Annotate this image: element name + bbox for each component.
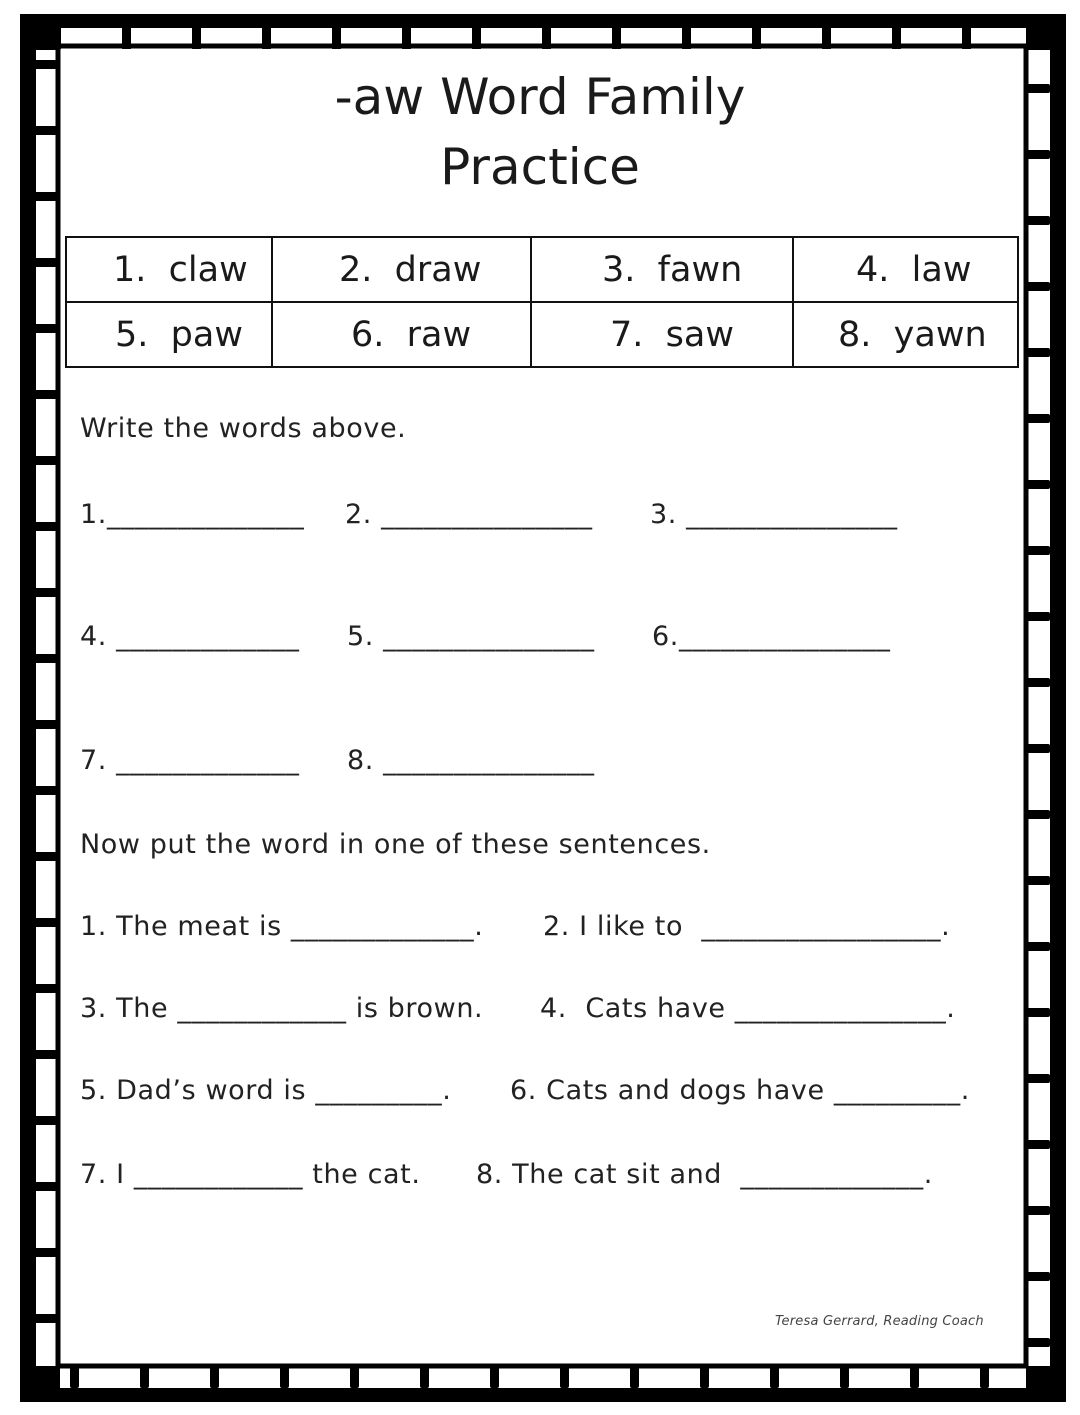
word-bank-cell	[531, 302, 793, 367]
worksheet-title-line2: Practice	[440, 138, 640, 196]
sentence-4[interactable]: 4. Cats have _______________.	[540, 993, 956, 1024]
word-label: law	[911, 250, 972, 290]
word-bank-cell	[272, 302, 531, 367]
write-blank-7[interactable]: 7. _____________	[80, 745, 300, 776]
write-blank-4[interactable]: 4. _____________	[80, 621, 300, 652]
word-bank-cell	[66, 302, 272, 367]
word-label: raw	[406, 315, 472, 355]
word-number: 5.	[115, 315, 149, 355]
word-label: yawn	[893, 315, 987, 355]
sentence-2[interactable]: 2. I like to _________________.	[543, 911, 951, 942]
word-number: 1.	[113, 250, 147, 290]
word-bank-cell	[793, 302, 1018, 367]
word-label: draw	[394, 250, 482, 290]
worksheet-title-line1: -aw Word Family	[334, 68, 746, 126]
write-blank-6[interactable]: 6._______________	[652, 621, 891, 652]
word-label: paw	[170, 315, 243, 355]
word-number: 3.	[602, 250, 636, 290]
write-blank-5[interactable]: 5. _______________	[347, 621, 595, 652]
sentence-8[interactable]: 8. The cat sit and _____________.	[476, 1159, 933, 1190]
write-blank-3[interactable]: 3. _______________	[650, 499, 898, 530]
word-bank-cell	[531, 237, 793, 302]
write-blank-2[interactable]: 2. _______________	[345, 499, 593, 530]
word-number: 2.	[339, 250, 373, 290]
sentence-7[interactable]: 7. I ____________ the cat.	[80, 1159, 421, 1190]
author-credit: Teresa Gerrard, Reading Coach	[775, 1314, 984, 1329]
word-bank-cell	[272, 237, 531, 302]
word-number: 8.	[838, 315, 872, 355]
word-bank-cell	[66, 237, 272, 302]
word-bank-table	[65, 236, 1019, 368]
word-label: saw	[665, 315, 734, 355]
sentence-3[interactable]: 3. The ____________ is brown.	[80, 993, 484, 1024]
word-bank-row	[66, 237, 1018, 302]
word-bank-row	[66, 302, 1018, 367]
sentence-1[interactable]: 1. The meat is _____________.	[80, 911, 484, 942]
sentence-5[interactable]: 5. Dad’s word is _________.	[80, 1075, 452, 1106]
write-blank-1[interactable]: 1.______________	[80, 499, 305, 530]
word-label: fawn	[657, 250, 743, 290]
word-number: 6.	[351, 315, 385, 355]
sentence-instruction: Now put the word in one of these sentences.	[80, 829, 711, 860]
word-number: 7.	[610, 315, 644, 355]
word-label: claw	[168, 250, 248, 290]
sentence-6[interactable]: 6. Cats and dogs have _________.	[510, 1075, 970, 1106]
word-number: 4.	[856, 250, 890, 290]
write-words-instruction: Write the words above.	[80, 413, 407, 444]
write-blank-8[interactable]: 8. _______________	[347, 745, 595, 776]
word-bank-cell	[793, 237, 1018, 302]
